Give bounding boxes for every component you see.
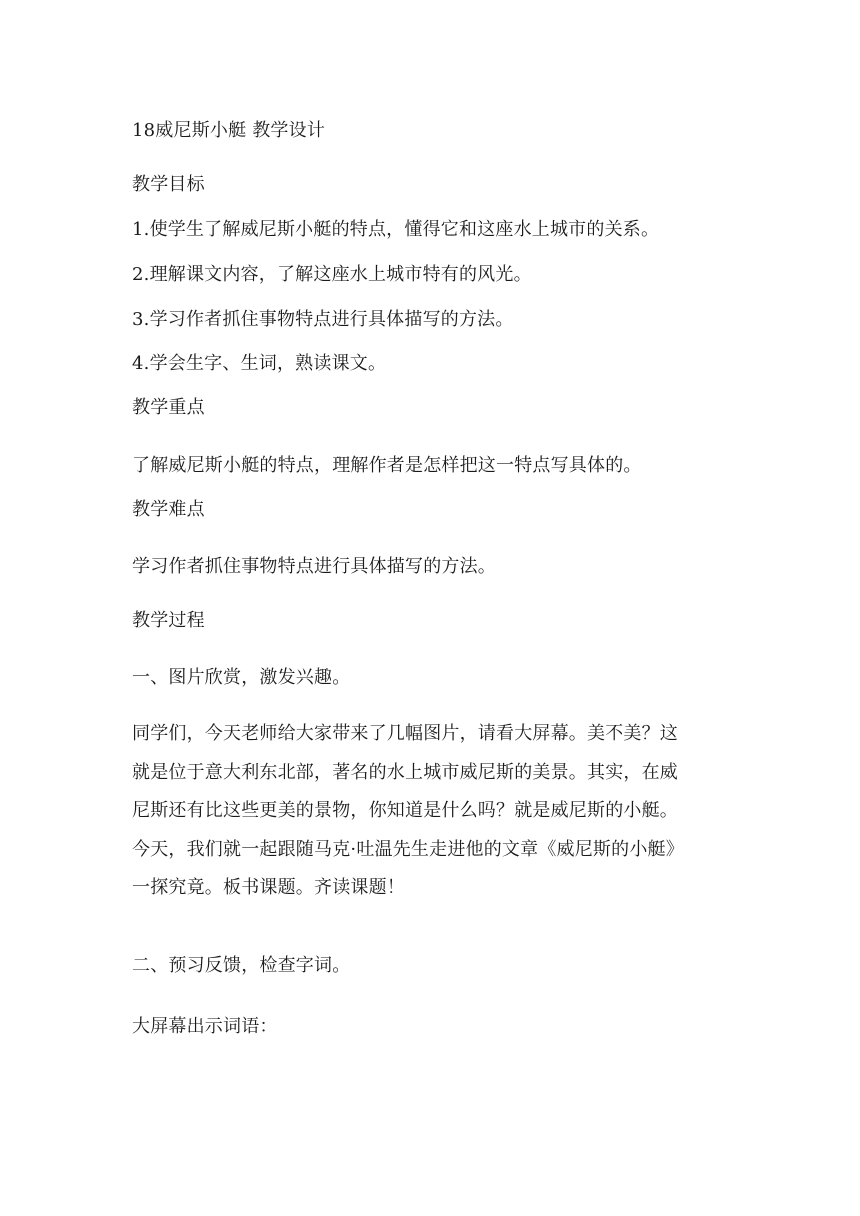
step2-intro: 大屏幕出示词语： <box>132 1016 278 1037</box>
paragraph-line: 一探究竟。板书课题。齐读课题！ <box>132 877 405 898</box>
key-point-text: 了解威尼斯小艇的特点，理解作者是怎样把这一特点写具体的。 <box>132 455 642 476</box>
difficulty-heading: 教学难点 <box>132 499 205 520</box>
paragraph-line: 尼斯还有比这些更美的景物，你知道是什么吗？就是威尼斯的小艇。 <box>132 800 678 821</box>
objective-item: 2.理解课文内容，了解这座水上城市特有的风光。 <box>132 264 532 285</box>
step1-paragraph <box>132 715 736 908</box>
objective-item: 4.学会生字、生词，熟读课文。 <box>132 353 387 374</box>
process-heading: 教学过程 <box>132 610 205 631</box>
step1-heading: 一、图片欣赏，激发兴趣。 <box>132 667 351 688</box>
document-title: 18威尼斯小艇 教学设计 <box>132 120 326 141</box>
objectives-heading: 教学目标 <box>132 174 205 195</box>
difficulty-text: 学习作者抓住事物特点进行具体描写的方法。 <box>132 556 496 577</box>
paragraph-line: 今天，我们就一起跟随马克·吐温先生走进他的文章《威尼斯的小艇》 <box>132 838 684 860</box>
objective-item: 1.使学生了解威尼斯小艇的特点，懂得它和这座水上城市的关系。 <box>132 219 660 240</box>
step2-heading: 二、预习反馈，检查字词。 <box>132 955 351 976</box>
paragraph-line: 就是位于意大利东北部，著名的水上城市威尼斯的美景。其实，在威 <box>132 761 678 783</box>
key-point-heading: 教学重点 <box>132 397 205 418</box>
paragraph-line: 同学们，今天老师给大家带来了几幅图片，请看大屏幕。美不美？这 <box>132 723 678 744</box>
objective-item: 3.学习作者抓住事物特点进行具体描写的方法。 <box>132 309 514 330</box>
